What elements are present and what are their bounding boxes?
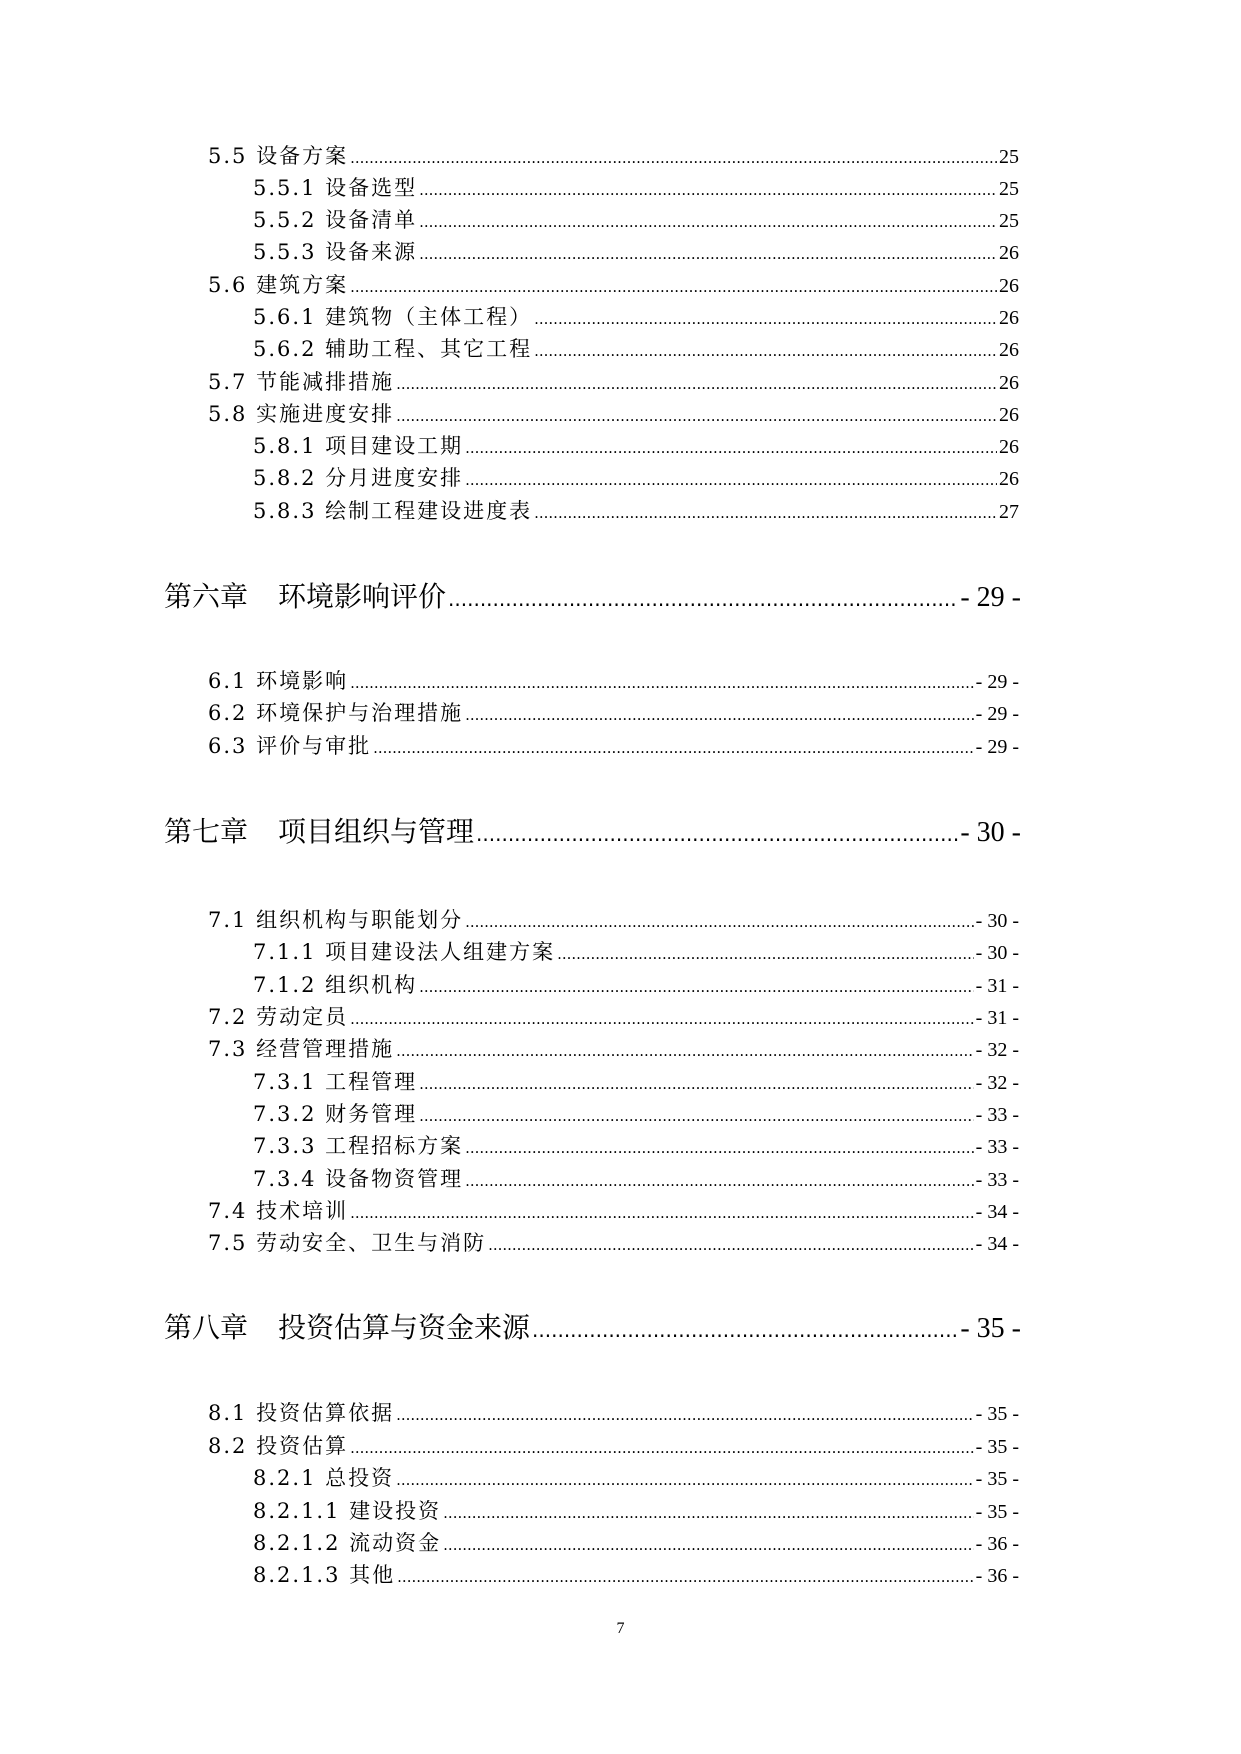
dot-leader [488, 1230, 974, 1260]
toc-entry-7-3-3[interactable] [253, 1131, 1019, 1161]
dot-leader [534, 498, 997, 528]
toc-entry-label: 5.6.2 辅助工程、其它工程 [253, 337, 533, 361]
toc-entry-5-5-1[interactable] [253, 173, 1019, 203]
dot-leader [465, 700, 974, 730]
toc-page-number: 26 [999, 404, 1019, 426]
toc-chapter-7[interactable] [164, 810, 1021, 854]
toc-page-number: - 36 - [975, 1533, 1019, 1555]
page-number-footer: 7 [616, 1620, 625, 1637]
chapter-heading [164, 1306, 530, 1350]
toc-entry-7-5[interactable] [208, 1228, 1019, 1258]
chapter-title: 环境影响评价 [278, 580, 447, 613]
toc-entry-8-2[interactable] [208, 1431, 1019, 1461]
toc-entry-5-5-2[interactable] [253, 205, 1019, 235]
dot-leader [419, 972, 974, 1002]
toc-page-number: - 32 - [975, 1039, 1019, 1061]
toc-entry-7-1[interactable] [208, 905, 1019, 935]
toc-page-number: - 34 - [975, 1201, 1019, 1223]
chapter-title: 投资估算与资金来源 [278, 1311, 531, 1344]
toc-page-number: 25 [999, 178, 1019, 200]
dot-leader [350, 668, 974, 698]
toc-entry-label: 7.3.3 工程招标方案 [253, 1134, 464, 1158]
toc-entry-label: 7.1.2 组织机构 [253, 973, 418, 997]
toc-entry-6-1[interactable] [208, 666, 1019, 696]
dot-leader [465, 907, 974, 937]
dot-leader [465, 1166, 974, 1196]
toc-entry-5-6[interactable] [208, 270, 1019, 300]
toc-page-number: - 29 - [960, 582, 1021, 613]
toc-entry-7-3[interactable] [208, 1034, 1019, 1064]
toc-entry-label: 8.2.1.1 建设投资 [253, 1499, 442, 1523]
toc-entry-5-8-1[interactable] [253, 431, 1019, 461]
toc-page-number: 26 [999, 468, 1019, 490]
toc-entry-5-6-1[interactable] [253, 302, 1019, 332]
toc-entry-label: 8.2.1.3 其他 [253, 1563, 396, 1587]
chapter-number: 第八章 [164, 1311, 249, 1344]
dot-leader [396, 401, 997, 431]
toc-entry-label: 8.2.1.2 流动资金 [253, 1531, 442, 1555]
chapter-heading [164, 810, 474, 854]
toc-page-number: 26 [999, 242, 1019, 264]
toc-entry-8-2-1[interactable] [253, 1463, 1019, 1493]
toc-page-number: - 32 - [975, 1072, 1019, 1094]
dot-leader [532, 1308, 958, 1352]
toc-entry-8-2-1-3[interactable] [253, 1560, 1019, 1590]
toc-entry-label: 5.8.1 项目建设工期 [253, 434, 464, 458]
toc-entry-label: 5.8 实施进度安排 [208, 402, 395, 426]
toc-page-number: - 29 - [975, 703, 1019, 725]
toc-entry-7-1-2[interactable] [253, 970, 1019, 1000]
toc-entry-label: 8.1 投资估算依据 [208, 1401, 395, 1425]
toc-entry-7-3-2[interactable] [253, 1099, 1019, 1129]
toc-entry-label: 7.1.1 项目建设法人组建方案 [253, 940, 556, 964]
toc-entry-label: 5.5.2 设备清单 [253, 208, 418, 232]
toc-page-number: 26 [999, 436, 1019, 458]
toc-page-number: - 31 - [975, 1007, 1019, 1029]
toc-entry-5-8[interactable] [208, 399, 1019, 429]
dot-leader [373, 733, 974, 763]
toc-entry-label: 5.8.2 分月进度安排 [253, 466, 464, 490]
toc-entry-label: 8.2.1 总投资 [253, 1466, 395, 1490]
toc-page-number: 25 [999, 146, 1019, 168]
dot-leader [419, 239, 997, 269]
toc-page-number: - 35 - [960, 1313, 1021, 1344]
toc-entry-label: 7.3.4 设备物资管理 [253, 1167, 464, 1191]
toc-entry-label: 7.3.2 财务管理 [253, 1102, 418, 1126]
dot-leader [397, 1562, 974, 1592]
toc-entry-label: 5.6 建筑方案 [208, 273, 349, 297]
toc-page-number: - 35 - [975, 1501, 1019, 1523]
dot-leader [350, 272, 997, 302]
toc-entry-8-2-1-2[interactable] [253, 1528, 1019, 1558]
dot-leader [419, 1069, 974, 1099]
dot-leader [419, 207, 997, 237]
dot-leader [443, 1530, 974, 1560]
toc-entry-5-8-3[interactable] [253, 496, 1019, 526]
toc-entry-label: 5.8.3 绘制工程建设进度表 [253, 499, 533, 523]
toc-entry-label: 5.7 节能减排措施 [208, 370, 395, 394]
toc-page-number: - 31 - [975, 975, 1019, 997]
toc-entry-7-3-1[interactable] [253, 1067, 1019, 1097]
toc-entry-label: 7.2 劳动定员 [208, 1005, 349, 1029]
dot-leader [465, 433, 997, 463]
toc-page-number: 26 [999, 372, 1019, 394]
toc-page-number: 25 [999, 210, 1019, 232]
toc-page-number: - 30 - [975, 910, 1019, 932]
toc-page-number: - 33 - [975, 1169, 1019, 1191]
dot-leader [443, 1498, 974, 1528]
toc-page-number: - 35 - [975, 1436, 1019, 1458]
toc-entry-label: 6.1 环境影响 [208, 669, 349, 693]
dot-leader [419, 175, 997, 205]
toc-page-number: - 30 - [960, 817, 1021, 848]
dot-leader [396, 1036, 974, 1066]
toc-page-number: 26 [999, 275, 1019, 297]
toc-entry-7-2[interactable] [208, 1002, 1019, 1032]
toc-entry-label: 5.5.1 设备选型 [253, 176, 418, 200]
toc-entry-8-2-1-1[interactable] [253, 1496, 1019, 1526]
dot-leader [350, 1198, 974, 1228]
toc-page-number: - 34 - [975, 1233, 1019, 1255]
toc-entry-label: 8.2 投资估算 [208, 1434, 349, 1458]
toc-entry-5-6-2[interactable] [253, 334, 1019, 364]
toc-entry-label: 6.2 环境保护与治理措施 [208, 701, 464, 725]
toc-chapter-6[interactable] [164, 575, 1021, 619]
toc-page-number: - 35 - [975, 1468, 1019, 1490]
toc-entry-label: 5.5 设备方案 [208, 144, 349, 168]
toc-entry-label: 7.5 劳动安全、卫生与消防 [208, 1231, 487, 1255]
dot-leader [534, 304, 997, 334]
chapter-number: 第六章 [164, 580, 249, 613]
toc-entry-5-5-3[interactable] [253, 237, 1019, 267]
dot-leader [476, 812, 958, 856]
toc-page-number: 26 [999, 339, 1019, 361]
dot-leader [465, 465, 997, 495]
dot-leader [396, 1465, 974, 1495]
toc-entry-5-7[interactable] [208, 367, 1019, 397]
toc-entry-label: 7.1 组织机构与职能划分 [208, 908, 464, 932]
toc-entry-label: 7.3 经营管理措施 [208, 1037, 395, 1061]
toc-entry-5-8-2[interactable] [253, 463, 1019, 493]
toc-page-number: - 30 - [975, 942, 1019, 964]
dot-leader [350, 143, 997, 173]
dot-leader [419, 1101, 974, 1131]
toc-page-number: - 35 - [975, 1403, 1019, 1425]
chapter-title: 项目组织与管理 [278, 815, 475, 848]
toc-page-number: - 36 - [975, 1565, 1019, 1587]
toc-entry-5-5[interactable] [208, 141, 1019, 171]
toc-entry-8-1[interactable] [208, 1398, 1019, 1428]
dot-leader [448, 577, 958, 621]
toc-entry-label: 5.5.3 设备来源 [253, 240, 418, 264]
toc-page-number: - 33 - [975, 1104, 1019, 1126]
toc-entry-label: 5.6.1 建筑物（主体工程） [253, 305, 533, 329]
toc-page-number: - 29 - [975, 671, 1019, 693]
dot-leader [534, 336, 997, 366]
toc-entry-label: 7.3.1 工程管理 [253, 1070, 418, 1094]
toc-page-number: 27 [999, 501, 1019, 523]
dot-leader [557, 939, 974, 969]
toc-entry-6-2[interactable] [208, 698, 1019, 728]
toc-page-number: 26 [999, 307, 1019, 329]
toc-entry-7-4[interactable] [208, 1196, 1019, 1226]
dot-leader [465, 1133, 974, 1163]
toc-entry-7-3-4[interactable] [253, 1164, 1019, 1194]
toc-entry-label: 6.3 评价与审批 [208, 734, 372, 758]
toc-page-number: - 29 - [975, 736, 1019, 758]
toc-chapter-8[interactable] [164, 1306, 1021, 1350]
dot-leader [396, 1400, 974, 1430]
dot-leader [396, 369, 997, 399]
toc-page-number: - 33 - [975, 1136, 1019, 1158]
dot-leader [350, 1433, 974, 1463]
chapter-number: 第七章 [164, 815, 249, 848]
toc-entry-7-1-1[interactable] [253, 937, 1019, 967]
toc-entry-6-3[interactable] [208, 731, 1019, 761]
toc-entry-label: 7.4 技术培训 [208, 1199, 349, 1223]
dot-leader [350, 1004, 974, 1034]
chapter-heading [164, 575, 446, 619]
